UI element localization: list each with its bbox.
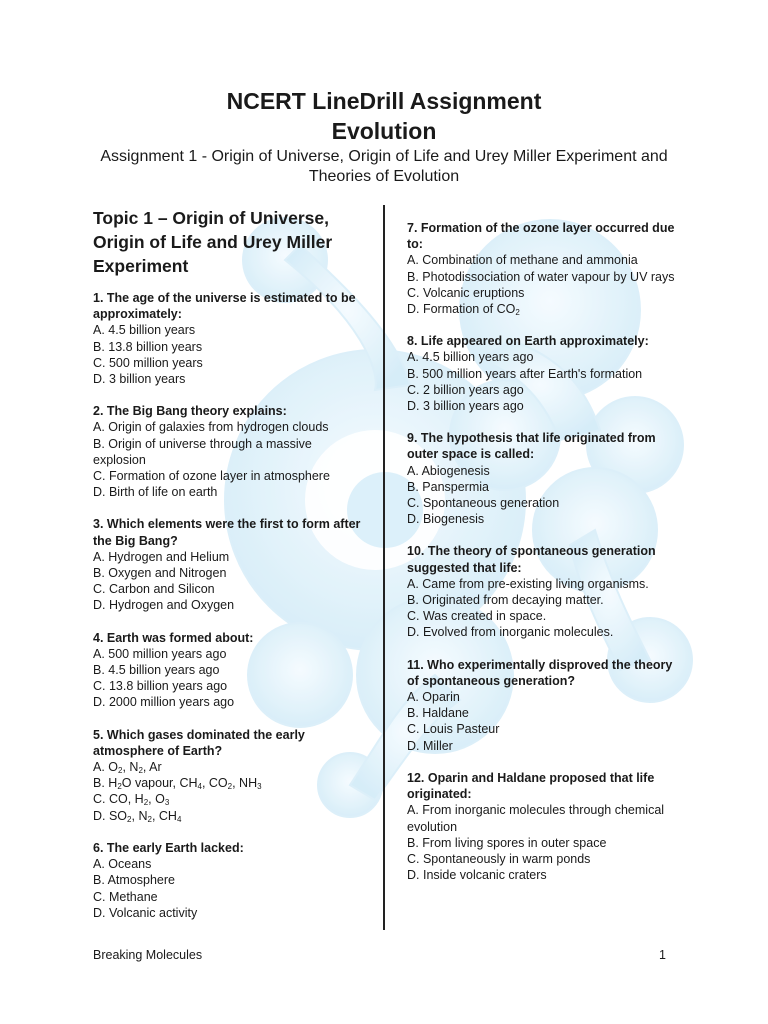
question-block [93, 840, 368, 921]
document-title: NCERT LineDrill Assignment [226, 88, 542, 114]
answer-option: D. Evolved from inorganic molecules. [407, 625, 614, 640]
answer-option: B. Originated from decaying matter. [407, 593, 604, 608]
answer-option: D. 2000 million years ago [93, 695, 235, 710]
question-text: 9. The hypothesis that life originated from outer space is called: [407, 431, 656, 462]
question-text: 12. Oparin and Haldane proposed that life originated: [407, 770, 655, 802]
answer-option: B. Oxygen and Nitrogen [93, 566, 227, 581]
answer-option: D. 3 billion years ago [407, 399, 524, 414]
answer-option: D. Miller [407, 738, 453, 753]
question-text: 5. Which gases dominated the early atmosphere of Earth? [93, 727, 305, 758]
answer-option: C. Carbon and Silicon [93, 582, 215, 597]
answer-option: C. 500 million years [93, 355, 203, 370]
answer-option: A. Hydrogen and Helium [93, 549, 230, 564]
answer-option: C. Louis Pasteur [407, 722, 500, 737]
answer-option: B. Panspermia [407, 479, 489, 494]
question-block [407, 543, 677, 640]
question-text: 7. Formation of the ozone layer occurred due to: [407, 221, 675, 252]
answer-option: A. From inorganic molecules through chemical evolution [407, 803, 665, 834]
question-block [93, 516, 368, 613]
answer-option: C. Spontaneous generation [407, 496, 560, 511]
question-text: 8. Life appeared on Earth approximately: [407, 334, 649, 349]
question-text: 3. Which elements were the first to form after the Big Bang? [93, 517, 361, 548]
question-text: 1. The age of the universe is estimated to be approximately: [93, 291, 356, 322]
answer-option: B. Origin of universe through a massive explosion [93, 436, 312, 467]
right-column [407, 220, 677, 899]
footer-brand: Breaking Molecules [93, 948, 203, 962]
answer-option: B. 4.5 billion years ago [93, 663, 220, 678]
answer-option: C. Volcanic eruptions [407, 285, 525, 300]
answer-option: D. 3 billion years [93, 372, 186, 387]
topic-heading: Topic 1 – Origin of Universe, Origin of Life and Urey Miller Experiment [93, 208, 333, 276]
answer-option: C. Was created in space. [407, 609, 547, 624]
answer-option: B. Atmosphere [93, 873, 175, 888]
answer-option: B. 13.8 billion years [93, 339, 203, 354]
question-block [93, 630, 368, 711]
question-text: 2. The Big Bang theory explains: [93, 404, 287, 419]
question-block [407, 220, 677, 317]
question-text: 11. Who experimentally disproved the theory of spontaneous generation? [407, 657, 673, 688]
answer-option: B. From living spores in outer space [407, 835, 607, 850]
answer-option: B. 500 million years after Earth's formation [407, 366, 643, 381]
question-block [93, 290, 368, 387]
answer-option: B. $H_2O$ vapour, $CH_4$, $CO_2$, $NH_3$ [93, 776, 262, 792]
answer-option: D. Hydrogen and Oxygen [93, 598, 235, 613]
answer-option: A. Abiogenesis [407, 463, 490, 478]
column-divider [383, 205, 385, 930]
answer-option: D. Formation of $CO_2$ [407, 302, 520, 318]
question-text: 10. The theory of spontaneous generation suggested that life: [407, 544, 656, 575]
answer-option: A. 500 million years ago [93, 646, 227, 661]
answer-option: B. Haldane [407, 706, 469, 721]
answer-option: A. Oparin [407, 690, 460, 705]
answer-option: D. Inside volcanic craters [407, 868, 547, 883]
question-block [407, 770, 677, 883]
answer-option: A. $O_2$, $N_2$, Ar [93, 760, 162, 776]
page-number: 1 [659, 948, 666, 962]
answer-option: C. 13.8 billion years ago [93, 679, 228, 694]
answer-option: A. 4.5 billion years ago [407, 350, 534, 365]
answer-option: D. Volcanic activity [93, 905, 198, 920]
answer-option: D. $SO_2$, $N_2$, $CH_4$ [93, 808, 182, 824]
answer-option: A. 4.5 billion years [93, 323, 196, 338]
question-block [407, 657, 677, 754]
answer-option: A. Origin of galaxies from hydrogen clouds [93, 420, 329, 435]
answer-option: A. Came from pre-existing living organisms. [407, 576, 649, 591]
answer-option: D. Biogenesis [407, 512, 485, 527]
question-block [407, 333, 677, 414]
question-block [407, 430, 677, 527]
question-block [93, 403, 368, 500]
question-block [93, 727, 368, 824]
document-subject: Evolution [331, 118, 437, 144]
answer-option: C. Methane [93, 889, 158, 904]
answer-option: C. Spontaneously in warm ponds [407, 851, 591, 866]
answer-option: A. Oceans [93, 857, 152, 872]
answer-option: B. Photodissociation of water vapour by UV rays [407, 269, 675, 284]
left-column [93, 206, 368, 937]
assignment-subtitle: Assignment 1 - Origin of Universe, Origin of Life and Urey Miller Experiment and Theories of Evolution [100, 148, 668, 185]
answer-option: A. Combination of methane and ammonia [407, 253, 638, 268]
question-text: 4. Earth was formed about: [93, 630, 254, 645]
question-text: 6. The early Earth lacked: [93, 840, 244, 855]
answer-option: C. 2 billion years ago [407, 382, 524, 397]
answer-option: C. Formation of ozone layer in atmosphere [93, 469, 330, 484]
answer-option: D. Birth of life on earth [93, 485, 218, 500]
answer-option: C. CO, $H_2$, $O_3$ [93, 792, 170, 808]
